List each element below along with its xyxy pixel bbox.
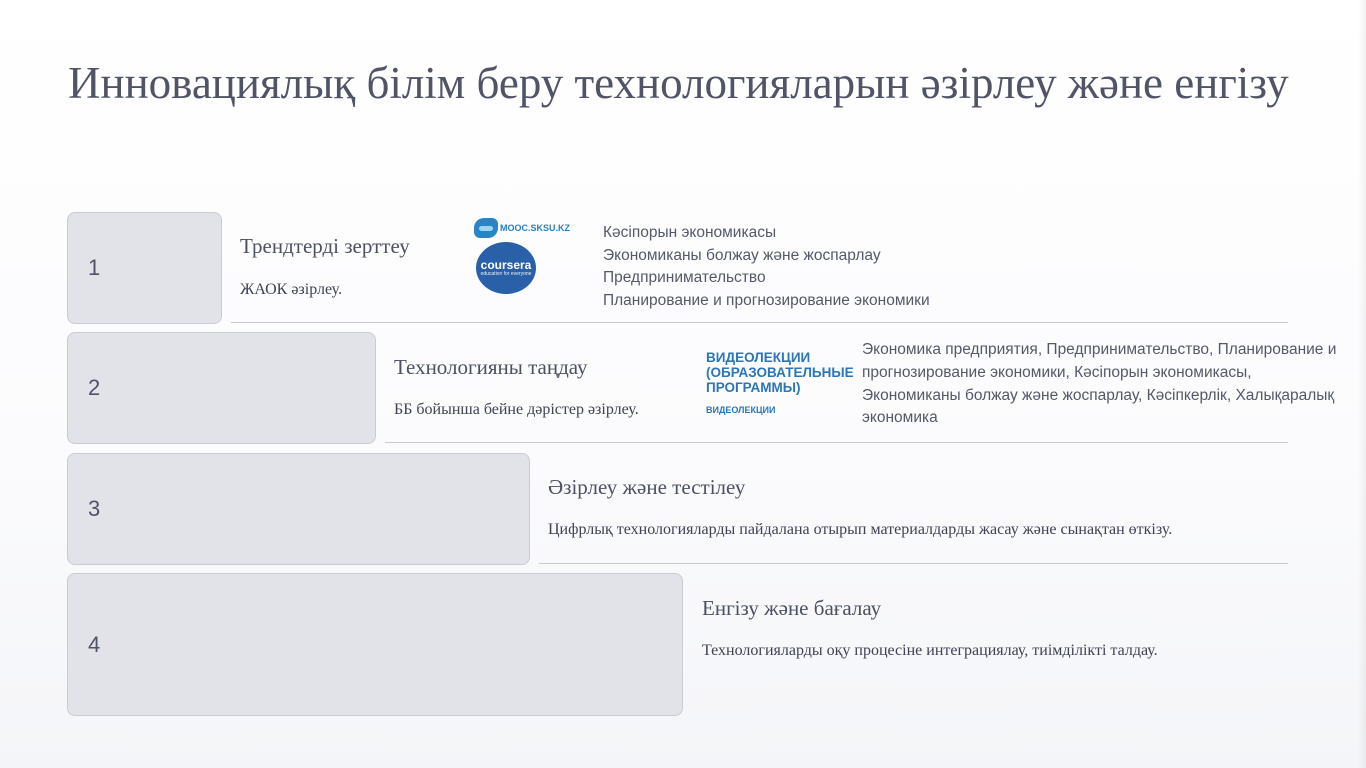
step-4-description: Технологияларды оқу процесіне интеграциялау, тиімділікті талдау.: [702, 642, 1158, 659]
video-logo-line-2: (ОБРАЗОВАТЕЛЬНЫЕ: [706, 365, 854, 380]
step-2-divider: [385, 442, 1288, 443]
step-1-number: 1: [88, 255, 101, 280]
slide-title: Инновациялық білім беру технологияларын әзірлеу және енгізу: [68, 58, 1289, 108]
video-logo-line-1: ВИДЕОЛЕКЦИИ: [706, 350, 811, 365]
course-item: Кәсіпорын экономикасы: [603, 224, 777, 241]
video-lectures-logo: [706, 350, 854, 416]
step-4-box: [67, 573, 683, 716]
step-2-title: Технологияны таңдау: [394, 355, 588, 379]
step-1-course-list: [603, 222, 930, 312]
step-3-box: [67, 453, 530, 565]
course-item: Предпринимательство: [603, 269, 766, 286]
step-1-title: Трендтерді зерттеу: [240, 234, 410, 258]
mooc-badge-icon: [474, 218, 498, 238]
step-1-description: ЖАОК әзірлеу.: [240, 281, 343, 298]
step-3-number: 3: [88, 496, 101, 521]
course-item: Планирование и прогнозирование экономики: [603, 291, 930, 309]
step-4-title: Енгізу және бағалау: [702, 596, 882, 620]
video-logo-subtitle: ВИДЕОЛЕКЦИИ: [706, 405, 776, 415]
step-3-title: Әзірлеу және тестілеу: [548, 475, 746, 499]
mooc-logo-text: MOOC.SKSU.KZ: [500, 223, 571, 233]
mooc-logo: [474, 218, 570, 238]
step-2-description: ББ бойынша бейне дәрістер әзірлеу.: [394, 401, 639, 418]
coursera-logo-text: coursera: [480, 257, 532, 272]
video-logo-line-3: ПРОГРАММЫ): [706, 380, 801, 395]
step-2-box: [67, 332, 376, 444]
coursera-tagline: education for everyone: [480, 270, 532, 277]
step-2-course-list: Экономика предприятия, Предпринимательство, Планирование и прогнозирование экономики, Кәсіпорын экономикасы, Экономиканы болжау және жоспарлау, Кәсіпкерлік, Халықаралық экономика: [862, 341, 1337, 427]
slide-edge-shadow: [1358, 0, 1366, 768]
step-3-description: Цифрлық технологияларды пайдалана отырып материалдарды жасау және сынақтан өткізу.: [548, 521, 1173, 538]
step-3-divider: [539, 563, 1288, 564]
coursera-logo: [476, 242, 536, 294]
step-4-number: 4: [88, 631, 101, 657]
step-1-divider: [231, 322, 1288, 323]
step-1-box: [67, 212, 222, 324]
course-item: Экономиканы болжау және жоспарлау: [603, 246, 881, 264]
step-2-number: 2: [88, 375, 101, 400]
